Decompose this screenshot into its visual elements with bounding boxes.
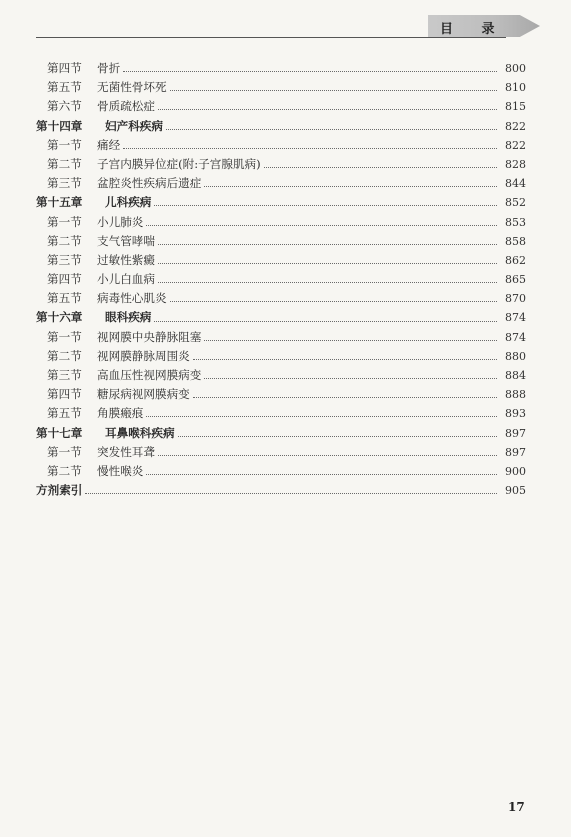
toc-dot-leader bbox=[158, 244, 497, 245]
toc-entry-title: 突发性耳聋 bbox=[97, 444, 155, 459]
toc-dot-leader bbox=[204, 378, 497, 379]
toc-entry-title: 过敏性紫癜 bbox=[97, 252, 155, 267]
toc-entry-number: 第四节 bbox=[47, 272, 82, 287]
toc-entry-title: 病毒性心肌炎 bbox=[97, 291, 167, 306]
toc-entry-title: 眼科疾病 bbox=[105, 310, 152, 325]
toc-section-row[interactable] bbox=[36, 443, 526, 462]
toc-section-row[interactable] bbox=[36, 289, 526, 308]
toc-entry-number: 第四节 bbox=[47, 387, 82, 402]
toc-dot-leader bbox=[170, 90, 497, 91]
toc-section-row[interactable] bbox=[36, 174, 526, 193]
toc-dot-leader bbox=[166, 129, 497, 130]
toc-dot-leader bbox=[154, 205, 497, 206]
toc-entry-number: 第二节 bbox=[47, 463, 82, 478]
toc-entry-title: 小儿白血病 bbox=[97, 272, 155, 287]
toc-entry-title: 耳鼻喉科疾病 bbox=[105, 425, 175, 440]
toc-entry-page: 884 bbox=[505, 369, 526, 382]
toc-entry-title: 儿科疾病 bbox=[105, 195, 152, 210]
toc-entry-title: 高血压性视网膜病变 bbox=[97, 368, 202, 382]
toc-section-row[interactable] bbox=[36, 404, 526, 423]
toc-chapter-row[interactable] bbox=[36, 117, 526, 136]
toc-section-row[interactable] bbox=[36, 270, 526, 289]
toc-dot-leader bbox=[178, 436, 497, 437]
toc-chapter-row[interactable] bbox=[36, 193, 526, 212]
toc-section-row[interactable] bbox=[36, 155, 526, 174]
table-of-contents bbox=[36, 59, 526, 500]
toc-entry-page: 905 bbox=[505, 484, 526, 498]
toc-section-row[interactable] bbox=[36, 59, 526, 78]
toc-section-row[interactable] bbox=[36, 347, 526, 366]
toc-entry-title: 慢性喉炎 bbox=[97, 463, 144, 478]
toc-entry-title: 糖尿病视网膜病变 bbox=[97, 387, 190, 402]
toc-entry-number: 第三节 bbox=[47, 368, 82, 382]
toc-entry-title: 骨质疏松症 bbox=[97, 99, 155, 114]
toc-dot-leader bbox=[264, 167, 497, 168]
toc-entry-number: 第五节 bbox=[47, 80, 82, 95]
toc-dot-leader bbox=[146, 474, 497, 475]
toc-entry-number: 第十七章 bbox=[36, 425, 83, 440]
toc-chapter-row[interactable] bbox=[36, 424, 526, 443]
toc-dot-leader bbox=[85, 493, 497, 494]
toc-entry-page: 815 bbox=[505, 100, 526, 114]
toc-section-row[interactable] bbox=[36, 213, 526, 232]
toc-section-row[interactable] bbox=[36, 251, 526, 270]
toc-chapter-row[interactable] bbox=[36, 308, 526, 327]
toc-entry-number: 方剂索引 bbox=[36, 483, 83, 498]
toc-entry-number: 第二节 bbox=[47, 233, 82, 248]
toc-entry-page: 897 bbox=[505, 445, 526, 459]
toc-entry-number: 第三节 bbox=[47, 252, 82, 267]
toc-entry-page: 862 bbox=[505, 253, 526, 267]
header-title: 目 录 bbox=[440, 22, 507, 37]
toc-entry-number: 第一节 bbox=[47, 444, 82, 459]
toc-entry-number: 第十四章 bbox=[36, 118, 83, 133]
toc-entry-page: 810 bbox=[505, 81, 526, 95]
toc-dot-leader bbox=[158, 282, 497, 283]
toc-entry-title: 视网膜中央静脉阻塞 bbox=[97, 329, 202, 344]
toc-entry-page: 852 bbox=[505, 196, 526, 210]
toc-entry-number: 第六节 bbox=[47, 99, 82, 114]
toc-entry-page: 897 bbox=[505, 426, 526, 440]
toc-section-row[interactable] bbox=[36, 232, 526, 251]
toc-entry-number: 第五节 bbox=[47, 291, 82, 306]
toc-entry-page: 870 bbox=[505, 292, 526, 306]
toc-entry-number: 第一节 bbox=[47, 214, 82, 229]
toc-section-row[interactable] bbox=[36, 366, 526, 385]
toc-entry-title: 骨折 bbox=[97, 61, 121, 75]
toc-entry-page: 888 bbox=[505, 388, 526, 402]
toc-entry-title: 小儿肺炎 bbox=[97, 214, 144, 229]
toc-entry-page: 893 bbox=[505, 407, 526, 421]
toc-dot-leader bbox=[204, 186, 497, 187]
toc-entry-title: 痛经 bbox=[97, 137, 121, 152]
toc-entry-page: 844 bbox=[505, 177, 526, 191]
toc-dot-leader bbox=[146, 225, 497, 226]
toc-entry-page: 865 bbox=[505, 273, 526, 287]
toc-entry-title: 视网膜静脉周围炎 bbox=[97, 348, 190, 363]
toc-index-row[interactable] bbox=[36, 481, 526, 500]
toc-dot-leader bbox=[146, 416, 497, 417]
toc-entry-page: 822 bbox=[505, 119, 526, 133]
toc-entry-number: 第五节 bbox=[47, 406, 82, 421]
toc-entry-number: 第一节 bbox=[47, 329, 82, 344]
toc-entry-page: 800 bbox=[505, 62, 526, 75]
toc-entry-title: 支气管哮喘 bbox=[97, 233, 155, 248]
toc-section-row[interactable] bbox=[36, 78, 526, 97]
toc-entry-page: 822 bbox=[505, 138, 526, 152]
toc-entry-page: 858 bbox=[505, 234, 526, 248]
toc-dot-leader bbox=[170, 301, 497, 302]
toc-entry-number: 第三节 bbox=[47, 176, 82, 191]
toc-entry-number: 第二节 bbox=[47, 156, 82, 171]
toc-entry-title: 妇产科疾病 bbox=[105, 118, 163, 133]
toc-entry-title: 子宫内膜异位症(附:子宫腺肌病) bbox=[97, 156, 261, 171]
running-header bbox=[0, 0, 571, 40]
toc-dot-leader bbox=[158, 263, 497, 264]
toc-entry-number: 第十五章 bbox=[36, 195, 83, 210]
toc-dot-leader bbox=[158, 455, 497, 456]
toc-section-row[interactable] bbox=[36, 462, 526, 481]
toc-section-row[interactable] bbox=[36, 97, 526, 116]
toc-entry-page: 853 bbox=[505, 215, 526, 229]
toc-dot-leader bbox=[204, 340, 497, 341]
toc-entry-page: 828 bbox=[505, 157, 526, 171]
toc-entry-number: 第十六章 bbox=[36, 310, 83, 325]
toc-dot-leader bbox=[123, 148, 497, 149]
toc-dot-leader bbox=[154, 321, 497, 322]
page-number: 17 bbox=[508, 800, 525, 814]
toc-entry-page: 874 bbox=[505, 330, 526, 344]
toc-entry-page: 874 bbox=[505, 311, 526, 325]
toc-section-row[interactable] bbox=[36, 385, 526, 404]
header-rule bbox=[36, 37, 506, 38]
toc-dot-leader bbox=[193, 359, 497, 360]
toc-entry-title: 盆腔炎性疾病后遗症 bbox=[97, 176, 202, 191]
toc-dot-leader bbox=[193, 397, 497, 398]
toc-entry-number: 第四节 bbox=[47, 61, 82, 75]
toc-entry-page: 900 bbox=[505, 464, 526, 478]
toc-section-row[interactable] bbox=[36, 136, 526, 155]
toc-entry-number: 第二节 bbox=[47, 348, 82, 363]
toc-dot-leader bbox=[123, 71, 497, 72]
toc-entry-title: 角膜瘢痕 bbox=[97, 406, 144, 421]
toc-dot-leader bbox=[158, 109, 497, 110]
toc-entry-number: 第一节 bbox=[47, 137, 82, 152]
toc-entry-page: 880 bbox=[505, 349, 526, 363]
toc-entry-title: 无菌性骨坏死 bbox=[97, 80, 167, 95]
toc-section-row[interactable] bbox=[36, 328, 526, 347]
